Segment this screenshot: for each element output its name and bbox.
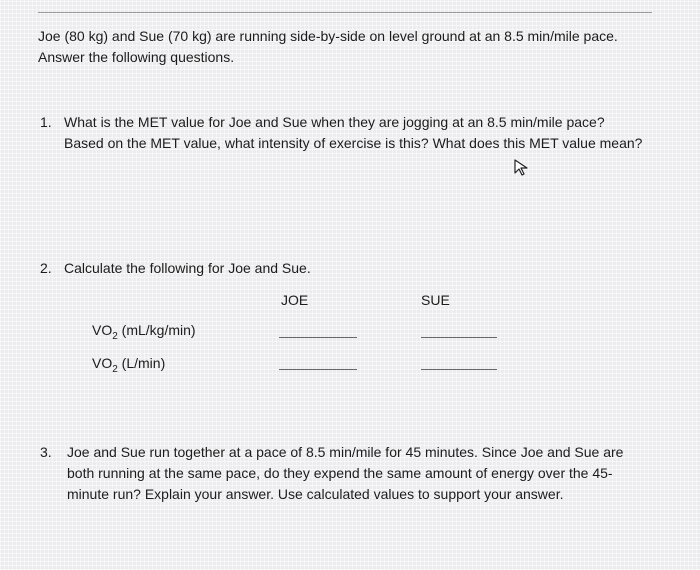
question-1-line-1: What is the MET value for Joe and Sue when they are jogging at an 8.5 min/mile pace?	[64, 114, 605, 130]
question-1	[40, 112, 680, 154]
question-2-text: Calculate the following for Joe and Sue.	[64, 260, 311, 276]
question-2	[40, 258, 680, 279]
question-2-number: 2.	[40, 260, 52, 276]
vo2-subscript: 2	[112, 330, 118, 342]
question-1-line-2: Based on the MET value, what intensity of exercise is this? What does this MET value mean?	[64, 135, 643, 151]
mouse-pointer-icon	[513, 158, 531, 176]
answer-blank-joe-vo2-absolute[interactable]	[279, 369, 357, 370]
intro-paragraph	[38, 26, 668, 68]
answer-blank-sue-vo2-relative[interactable]	[421, 337, 497, 338]
question-3-line-1: Joe and Sue run together at a pace of 8.5 min/mile for 45 minutes. Since Joe and Sue are	[67, 444, 624, 460]
vo2-subscript: 2	[112, 363, 118, 375]
row-label-vo2-absolute	[92, 355, 165, 375]
intro-line-1: Joe (80 kg) and Sue (70 kg) are running side-by-side on level ground at an 8.5 min/mile pace.	[38, 28, 618, 44]
row-label-vo2-relative	[92, 322, 196, 342]
question-3-line-2: both running at the same pace, do they expend the same amount of energy over the 45-	[67, 465, 613, 481]
question-1-number: 1.	[40, 114, 52, 130]
vo2-unit: (mL/kg/min)	[117, 322, 196, 338]
vo2-unit: (L/min)	[117, 355, 166, 371]
column-header-sue: SUE	[421, 292, 450, 308]
question-3-line-3: minute run? Explain your answer. Use calculated values to support your answer.	[67, 486, 564, 502]
vo2-prefix: VO	[92, 322, 113, 338]
answer-blank-sue-vo2-absolute[interactable]	[421, 369, 497, 370]
vo2-prefix: VO	[92, 355, 113, 371]
intro-line-2: Answer the following questions.	[38, 49, 235, 65]
question-3	[40, 442, 680, 505]
answer-blank-joe-vo2-relative[interactable]	[279, 337, 357, 338]
column-header-joe: JOE	[281, 292, 309, 308]
question-3-number: 3.	[40, 444, 52, 460]
top-divider	[38, 12, 652, 13]
